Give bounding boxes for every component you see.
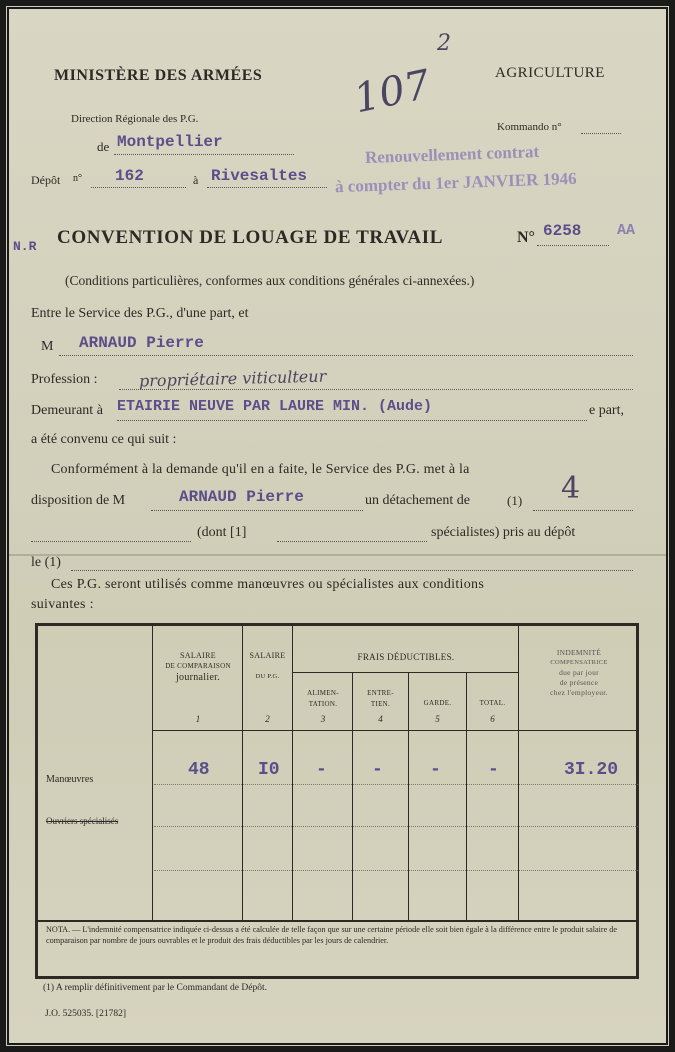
col-num-2: 2 <box>265 714 270 724</box>
row-label-manoeuvres: Manœuvres <box>46 774 94 785</box>
col6-header: TOTAL. <box>479 699 506 707</box>
profession-label: Profession : <box>31 372 98 387</box>
depot-n-label: n° <box>73 173 82 184</box>
footer-note: (1) A remplir définitivement par le Commandant de Dépôt. <box>43 983 267 993</box>
title-number: 6258 <box>543 222 582 240</box>
col3-header-b: TATION. <box>308 700 338 708</box>
dont-label: (dont [1] <box>197 525 247 540</box>
a-label: à <box>193 173 199 187</box>
le-label: le (1) <box>31 555 61 570</box>
document-page <box>9 9 666 1043</box>
dont-line-left <box>31 541 191 542</box>
direction-label: Direction Régionale des P.G. <box>71 113 199 125</box>
cell-alimentation: - <box>316 760 327 780</box>
le-line <box>71 570 633 571</box>
col1-header-c: journalier. <box>175 672 221 683</box>
col1-header-b: DE COMPARAISON <box>165 662 231 670</box>
depot-place: Rivesaltes <box>211 167 308 185</box>
cell-indemnite: 3I.20 <box>564 760 619 780</box>
col4-header-b: TIEN. <box>370 700 391 708</box>
cell-entretien: - <box>372 760 383 780</box>
title-suffix: AA <box>617 222 636 239</box>
indem-header-c: due par jour <box>559 668 599 677</box>
autre-part-text: e part, <box>589 403 624 418</box>
col-divider <box>466 672 467 920</box>
city-line <box>114 154 294 155</box>
address-line <box>117 420 587 421</box>
employer-name: ARNAUD Pierre <box>79 334 204 352</box>
demeurant-label: Demeurant à <box>31 403 103 418</box>
col1-header-a: SALAIRE <box>180 651 216 660</box>
document-title: CONVENTION DE LOUAGE DE TRAVAIL <box>57 227 444 248</box>
row-guide <box>154 784 638 785</box>
renewal-stamp-line1: Renouvellement contrat <box>364 141 540 168</box>
count-line <box>533 510 633 511</box>
conformement-text: Conformément à la demande qu'il en a faite, le Service des P.G. met à la <box>51 462 470 477</box>
frais-header: FRAIS DÉDUCTIBLES. <box>357 652 455 662</box>
entre-text: Entre le Service des P.G., d'une part, et <box>31 306 249 321</box>
renewal-stamp-line2: à compter du 1er JANVIER 1946 <box>334 168 577 197</box>
col-num-1: 1 <box>195 714 201 724</box>
col2-header-b: DU P.G. <box>255 673 280 680</box>
depot-number-line <box>91 187 186 188</box>
col-num-5: 5 <box>435 714 440 724</box>
kommando-line <box>581 133 621 134</box>
detachement-label: un détachement de <box>365 493 470 508</box>
indem-header-a: INDEMNITÉ <box>556 648 602 657</box>
row-guide <box>154 826 638 827</box>
disposition-label: disposition de M <box>31 493 126 508</box>
indem-header-e: chez l'employeur. <box>550 688 608 697</box>
disposition-name: ARNAUD Pierre <box>179 488 304 506</box>
frais-divider <box>292 672 518 673</box>
footnote-ref: (1) <box>507 493 523 508</box>
col-divider <box>518 626 519 920</box>
depot-number: 162 <box>115 167 144 185</box>
nota-divider <box>38 920 636 922</box>
kommando-label: Kommando n° <box>497 121 562 133</box>
row-label-ouvriers: Ouvriers spécialisés <box>46 816 119 826</box>
conditions-text: (Conditions particulières, conformes aux conditions générales ci-annexées.) <box>65 273 475 288</box>
depot-label: Dépôt <box>31 173 61 187</box>
col-divider <box>408 672 409 920</box>
address-value: ETAIRIE NEUVE PAR LAURE MIN. (Aude) <box>117 398 433 415</box>
detachment-count: 4 <box>561 471 581 506</box>
ministry-title: MINISTÈRE DES ARMÉES <box>54 67 263 84</box>
col-num-3: 3 <box>320 714 326 724</box>
title-prefix: N.R <box>13 239 37 254</box>
title-n-label: N° <box>517 229 535 246</box>
de-label: de <box>97 139 110 154</box>
convenu-text: a été convenu ce qui suit : <box>31 432 177 447</box>
title-number-line <box>537 245 609 246</box>
name-line <box>59 355 633 356</box>
utilises-text-2: suivantes : <box>31 597 94 612</box>
col5-header: GARDE. <box>423 699 452 707</box>
col-num-6: 6 <box>490 714 495 724</box>
header-divider <box>152 730 639 731</box>
cell-total: - <box>488 760 499 780</box>
fold-crease <box>9 554 666 556</box>
utilises-text-1: Ces P.G. seront utilisés comme manœuvres ou spécialistes aux conditions <box>51 577 485 592</box>
footer-ref: J.O. 525035. [21782] <box>45 1009 127 1019</box>
indem-header-b: COMPENSATRICE <box>550 659 608 666</box>
handwritten-number: 107 <box>350 61 435 123</box>
profession-value: propriétaire viticulteur <box>138 366 327 391</box>
agriculture-label: AGRICULTURE <box>495 65 605 81</box>
col-divider <box>152 626 153 920</box>
col2-header-a: SALAIRE <box>249 651 286 660</box>
cell-garde: - <box>430 760 441 780</box>
city-value: Montpellier <box>117 133 223 151</box>
wage-table <box>35 623 639 979</box>
handwritten-superscript: 2 <box>437 31 451 56</box>
indem-header-d: de présence <box>559 678 599 687</box>
col3-header-a: ALIMEN- <box>307 689 339 697</box>
m-label: M <box>41 339 54 354</box>
col-num-4: 4 <box>378 714 383 724</box>
profession-line <box>119 389 633 390</box>
cell-salaire-comparaison: 48 <box>188 760 210 780</box>
specialistes-text: spécialistes) pris au dépôt <box>431 525 576 540</box>
depot-place-line <box>207 187 327 188</box>
col-divider <box>292 626 293 920</box>
row-guide <box>154 870 638 871</box>
col4-header-a: ENTRE- <box>367 689 394 697</box>
dont-line-right <box>277 541 427 542</box>
nota-text: NOTA. — L'indemnité compensatrice indiquée ci-dessus a été calculée de telle façon que sur une certaine période elle soit bien égale à la différence entre le produit salaire de comparaison par nombre de jours ouvrables et le produit des frais déductibles par les jours de calendrier. <box>46 925 618 945</box>
disposition-name-line <box>151 510 363 511</box>
cell-salaire-pg: I0 <box>258 760 280 780</box>
